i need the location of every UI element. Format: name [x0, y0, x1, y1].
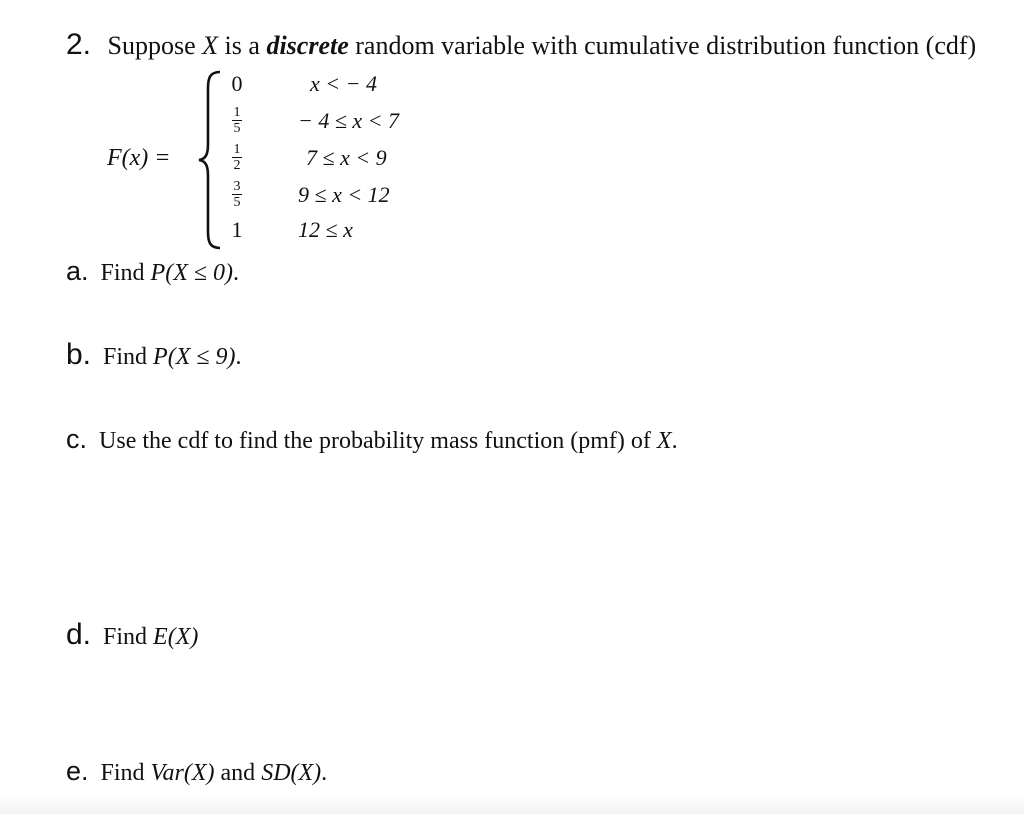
intro-post: random variable with cumulative distribution function (cdf) — [355, 31, 977, 60]
part-c-expression: X — [656, 428, 672, 454]
cdf-value-2 — [223, 143, 251, 172]
cdf-condition-4: 12 ≤ x — [298, 217, 353, 242]
cdf-condition-1: − 4 ≤ x < 7 — [298, 108, 400, 133]
cdf-lhs: F(x) = — [107, 145, 171, 171]
part-e-text: Find — [100, 760, 145, 786]
cdf-value-2-numerator: 1 — [233, 142, 241, 157]
intro-mid: is a — [224, 31, 260, 60]
part-e-expression-sd: SD(X) — [261, 760, 322, 786]
cdf-condition-2: 7 ≤ x < 9 — [306, 145, 387, 170]
problem-number: 2. — [66, 28, 92, 61]
part-c-label: c. — [66, 424, 88, 454]
page-bottom-edge — [0, 796, 1024, 814]
part-a — [66, 256, 239, 287]
part-a-end: . — [233, 260, 240, 286]
part-d-label: d. — [66, 618, 92, 651]
cdf-value-1-denominator: 5 — [233, 121, 241, 136]
part-e — [66, 756, 327, 787]
cdf-value-3-denominator: 5 — [233, 195, 241, 210]
part-d — [66, 618, 198, 652]
cdf-condition-0: x < − 4 — [310, 71, 377, 96]
part-e-end: . — [321, 760, 328, 786]
cdf-condition-3: 9 ≤ x < 12 — [298, 182, 390, 207]
part-c-text: Use the cdf to find the probability mass function (pmf) of — [99, 428, 651, 454]
part-e-expression-var: Var(X) — [150, 760, 215, 786]
cdf-value-0: 0 — [231, 71, 243, 96]
part-b — [66, 338, 242, 372]
variable-x: X — [202, 31, 219, 60]
part-c-end: . — [671, 428, 678, 454]
part-c — [66, 424, 678, 455]
part-b-label: b. — [66, 338, 92, 371]
part-a-expression: P(X ≤ 0) — [150, 260, 234, 286]
part-b-expression: P(X ≤ 9) — [153, 344, 236, 370]
left-brace-icon — [196, 70, 226, 250]
cdf-value-1 — [223, 106, 251, 135]
cdf-value-1-numerator: 1 — [233, 105, 241, 120]
emphasis-discrete: discrete — [266, 31, 349, 60]
part-b-text: Find — [103, 344, 148, 370]
intro-pre: Suppose — [107, 31, 196, 60]
part-d-text: Find — [103, 624, 148, 650]
part-e-label: e. — [66, 756, 89, 786]
part-b-end: . — [235, 344, 242, 370]
cdf-value-2-denominator: 2 — [233, 158, 241, 173]
part-d-expression: E(X) — [153, 624, 199, 650]
problem-statement — [66, 28, 976, 62]
cdf-value-3-numerator: 3 — [233, 179, 241, 194]
part-e-mid: and — [220, 760, 256, 786]
cdf-value-3 — [223, 180, 251, 209]
part-a-text: Find — [100, 260, 145, 286]
cdf-value-4: 1 — [231, 217, 243, 242]
part-a-label: a. — [66, 256, 89, 286]
